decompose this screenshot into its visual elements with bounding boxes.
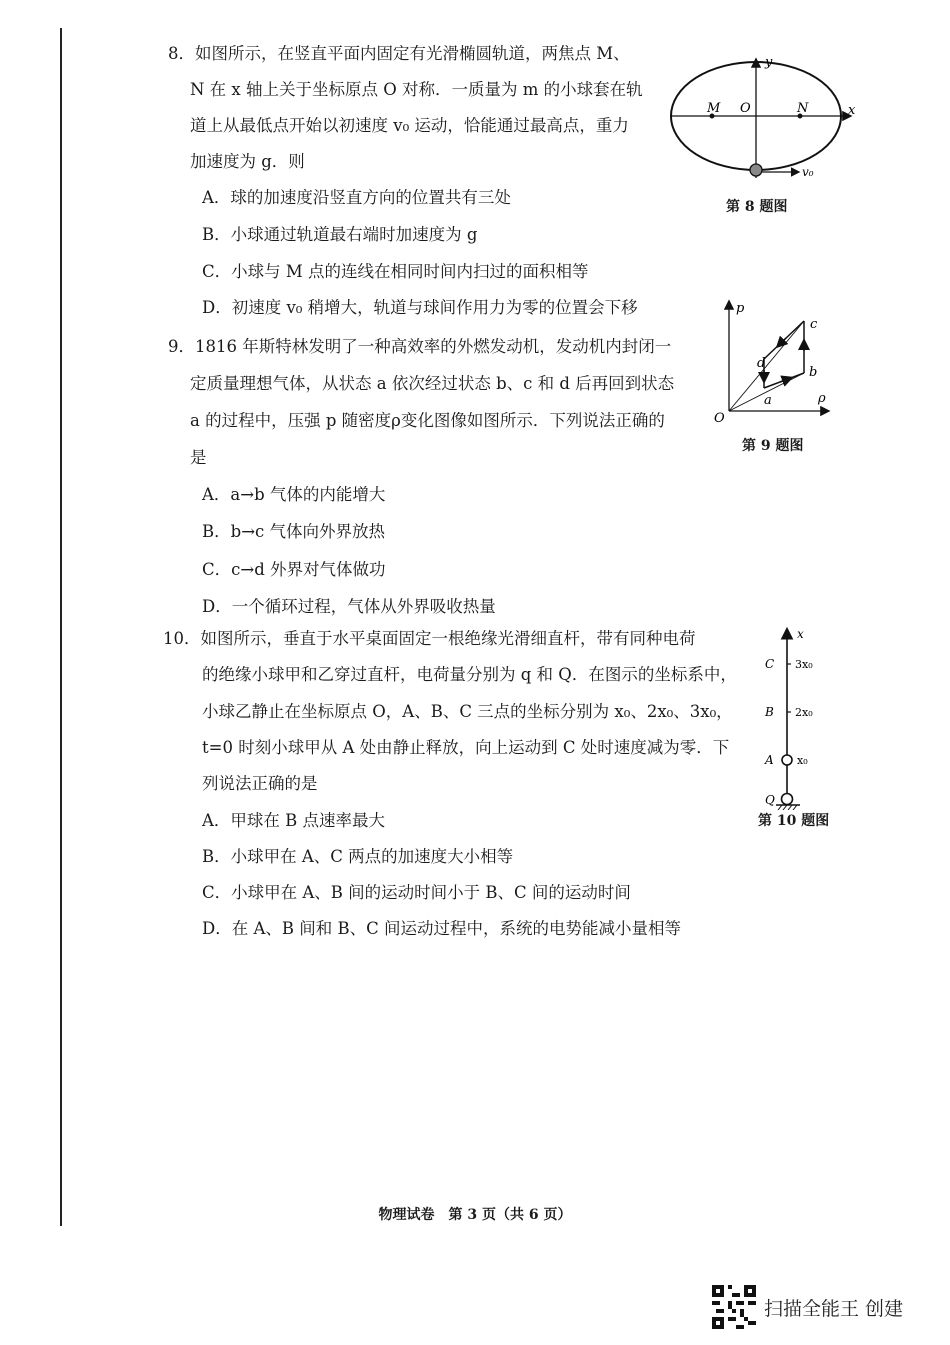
page-footer: 物理试卷 第 3 页（共 6 页） [378,1207,572,1223]
n-label: N [797,101,809,116]
p-label: p [736,301,745,316]
state-c-label: c [810,317,818,332]
point-c-label: C [765,657,775,671]
y-label: y [765,55,773,70]
binding-margin-line [60,28,62,1226]
q8-option-b: B．小球通过轨道最右端时加速度为 g [202,225,478,244]
m-label: M [707,101,721,116]
qr-code-icon [712,1285,756,1329]
q9-figure-caption: 第 9 题图 [742,438,804,454]
q8-option-c: C．小球与 M 点的连线在相同时间内扫过的面积相等 [202,262,589,281]
q9-option-b: B．b→c 气体向外界放热 [202,522,385,541]
q9-option-c: C．c→d 外界对气体做功 [202,560,386,579]
origin-q-label: Q [765,793,775,807]
origin-label: O [740,101,751,116]
q10-option-b: B．小球甲在 A、C 两点的加速度大小相等 [202,847,514,866]
scanner-watermark-text: 扫描全能王 创建 [764,1297,904,1320]
q8-ellipse-figure [660,50,865,190]
q10-option-c: C．小球甲在 A、B 间的运动时间小于 B、C 间的运动时间 [202,883,631,902]
q10-option-a: A．甲球在 B 点速率最大 [202,811,386,830]
q10-stem-line: 10．如图所示，垂直于水平桌面固定一根绝缘光滑细直杆，带有同种电荷 [163,629,696,648]
q10-rod-figure [750,624,840,810]
q9-stem-line: 是 [190,448,207,467]
q8-stem-line: N 在 x 轴上关于坐标原点 O 对称．一质量为 m 的小球套在轨 [190,80,643,99]
q10-stem-line: 的绝缘小球甲和乙穿过直杆，电荷量分别为 q 和 Q．在图示的坐标系中， [202,665,737,684]
q10-stem-line: 列说法正确的是 [202,774,318,793]
coord-3x0: 3x₀ [795,658,813,671]
q8-figure-caption: 第 8 题图 [726,199,788,215]
q8-stem-line: 加速度为 g．则 [190,152,305,171]
state-a-label: a [764,393,772,408]
q9-stem-line: 9．1816 年斯特林发明了一种高效率的外燃发动机，发动机内封闭一 [168,337,672,356]
q10-figure-caption: 第 10 题图 [758,813,830,829]
coord-x0: x₀ [797,754,808,767]
state-d-label: d [757,356,766,371]
rho-label: ρ [818,391,826,406]
q8-option-a: A．球的加速度沿竖直方向的位置共有三处 [202,188,511,207]
q9-option-d: D．一个循环过程，气体从外界吸收热量 [202,597,496,616]
q10-stem-line: t=0 时刻小球甲从 A 处由静止释放，向上运动到 C 处时速度减为零．下 [202,738,730,757]
v0-label: v₀ [802,165,814,179]
x-axis-label: x [797,627,804,641]
q9-stem-line: 定质量理想气体，从状态 a 依次经过状态 b、c 和 d 后再回到状态 [190,374,675,393]
ball-q-origin [782,794,793,805]
ball-a-released [782,755,792,765]
state-b-label: b [809,365,818,380]
q8-option-d: D．初速度 v₀ 稍增大，轨道与球间作用力为零的位置会下移 [202,298,638,317]
q8-stem-line: 8．如图所示，在竖直平面内固定有光滑椭圆轨道，两焦点 M、 [168,44,630,63]
ball [750,164,762,176]
point-a-label: A [765,753,774,767]
point-b-label: B [765,705,774,719]
scanner-watermark [712,1285,903,1329]
q9-p-rho-figure [706,296,836,432]
origin-label: O [714,411,725,426]
q9-stem-line: a 的过程中，压强 p 随密度ρ变化图像如图所示．下列说法正确的 [190,411,665,430]
q10-stem-line: 小球乙静止在坐标原点 O，A、B、C 三点的坐标分别为 x₀、2x₀、3x₀， [202,702,733,721]
x-label: x [848,103,856,118]
coord-2x0: 2x₀ [795,706,813,719]
q10-option-d: D．在 A、B 间和 B、C 间运动过程中，系统的电势能减小量相等 [202,919,681,938]
q8-stem-line: 道上从最低点开始以初速度 v₀ 运动，恰能通过最高点，重力 [190,116,629,135]
q9-option-a: A．a→b 气体的内能增大 [202,485,386,504]
